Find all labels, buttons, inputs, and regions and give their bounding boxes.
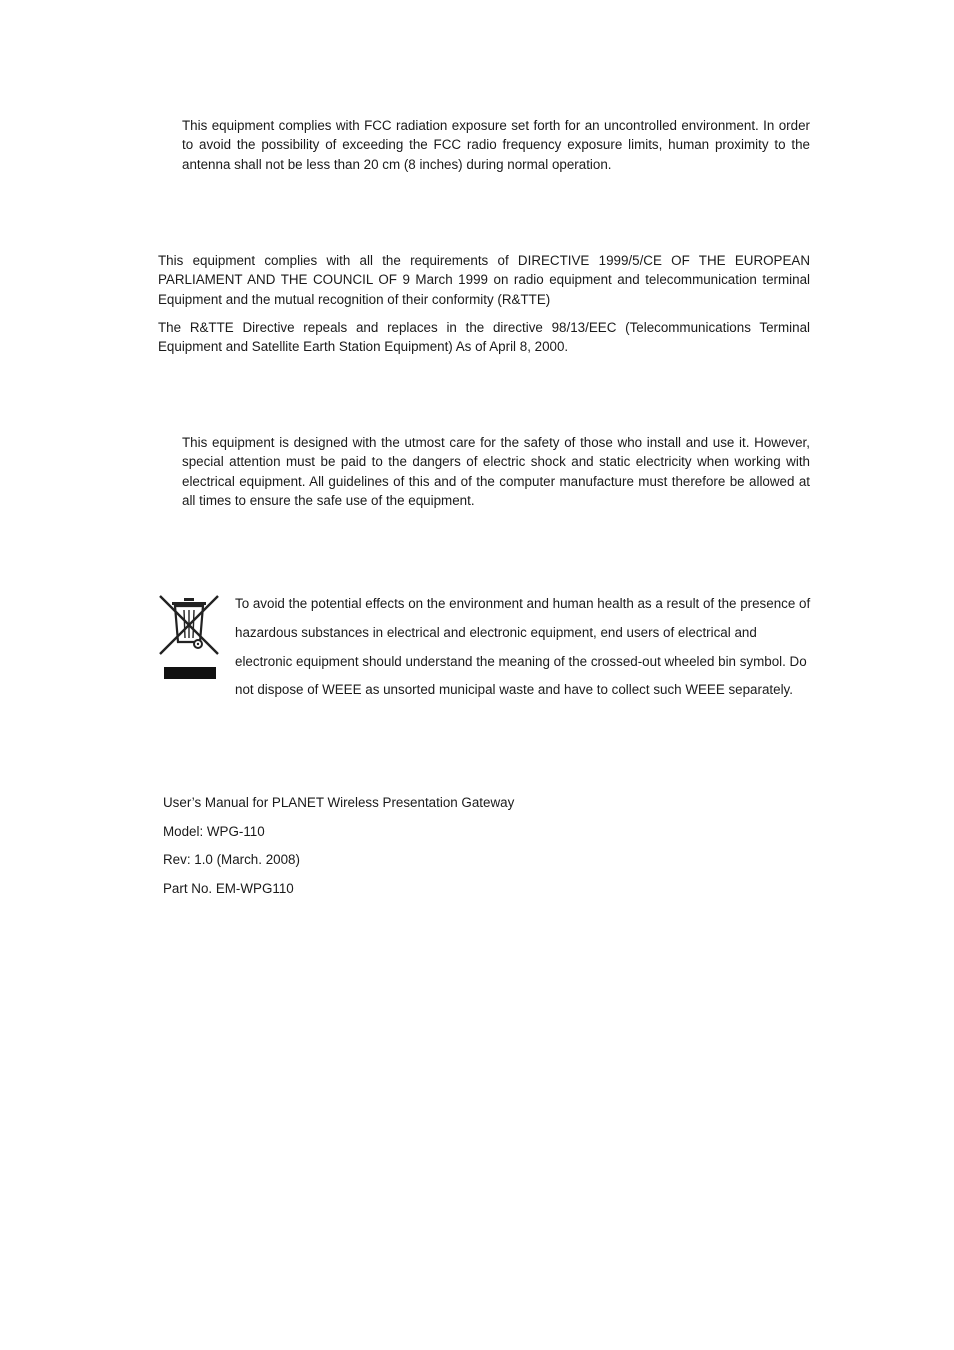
ce-directive-paragraph-2: The R&TTE Directive repeals and replaces in the directive 98/13/EEC (Telecommunications Terminal Equipment and Satellite Earth Station Equipment) As of April 8, 2000.: [158, 320, 810, 355]
part-number: Part No. EM-WPG110: [163, 881, 294, 896]
manual-title: User’s Manual for PLANET Wireless Presentation Gateway: [163, 795, 515, 810]
ce-directive-paragraph-1: This equipment complies with all the requirements of DIRECTIVE 1999/5/CE OF THE EUROPEAN PARLIAMENT AND THE COUNCIL OF 9 March 1999 on radio equipment and telecommunication terminal Equipment and the mutual recognition of their conformity (R&TTE): [158, 253, 810, 307]
revision: Rev: 1.0 (March. 2008): [163, 852, 300, 867]
weee-statement-text: To avoid the potential effects on the environment and human health as a result of the presence of hazardous substances in electrical and electronic equipment, end users of electrical and electronic equipment should understand the meaning of the crossed-out wheeled bin symbol. Do not dispose of WEEE as unsorted municipal waste and have to collect such WEEE separately.: [235, 596, 811, 698]
weee-statement: [144, 590, 814, 705]
model-number: Model: WPG-110: [163, 824, 265, 839]
safety-statement: This equipment is designed with the utmost care for the safety of those who install and use it. However, special attention must be paid to the dangers of electric shock and static electricity when working with electrical equipment. All guidelines of this and of the computer manufacture must therefore be allowed at all times to ensure the safe use of the equipment.: [182, 435, 810, 508]
fcc-exposure-statement: This equipment complies with FCC radiation exposure set forth for an uncontrolled environment. In order to avoid the possibility of exceeding the FCC radio frequency exposure limits, human proximity to the antenna shall not be less than 20 cm (8 inches) during normal operation.: [182, 118, 810, 172]
